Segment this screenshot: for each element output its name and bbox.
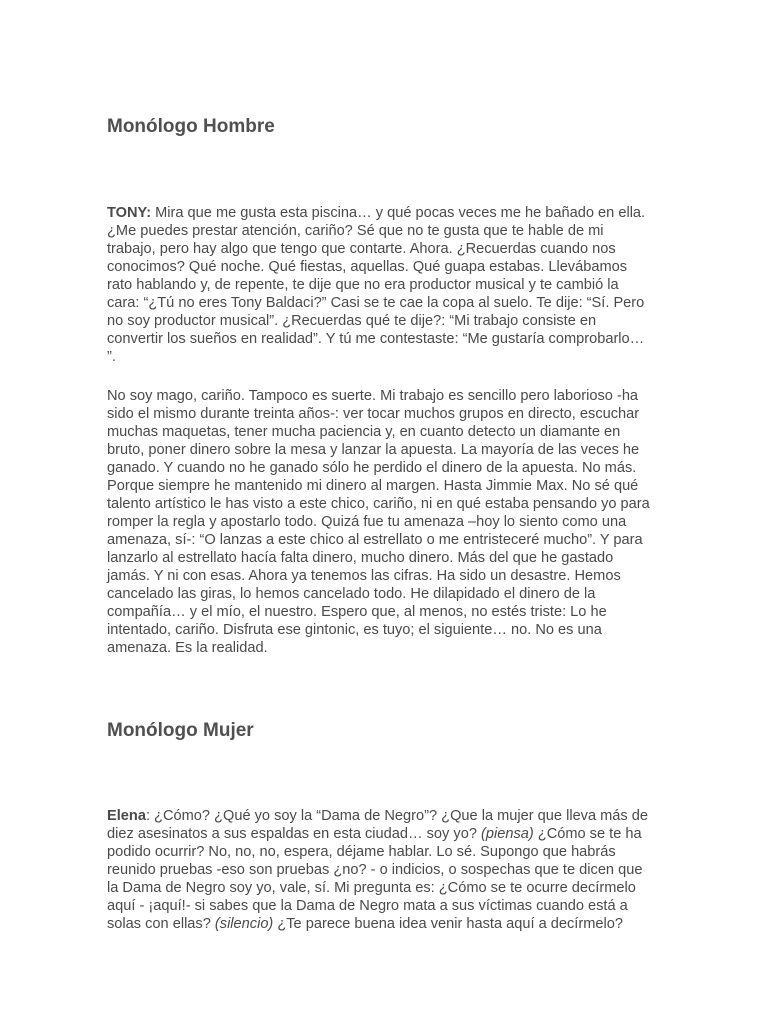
paragraph-text: Mira que me gusta esta piscina… y qué pocas veces me he bañado en ella. ¿Me puedes prestar atención, cariño? Sé que no te gusta que te hable de mi trabajo, pero hay algo que tengo que contarte. Ahora. ¿Recuerdas cuando nos conocimos? Qué noche. Qué fiestas, aquellas. Qué guapa estabas. Llevábamos rato hablando y, de repente, te dije que no era productor musical y te cambió la cara: “¿Tú no eres Tony Baldaci?” Casi se te cae la copa al suelo. Te dije: “Sí. Pero no soy productor musical”. ¿Recuerdas qué te dije?: “Mi trabajo consiste en convertir los sueños en realidad”. Y tú me contestaste: “Me gustaría comprobarlo… ”. [107,205,646,365]
paragraph-text: ¿Te parece buena idea venir hasta aquí a decírmelo? [273,916,623,932]
section-title-mujer: Monólogo Mujer [107,720,254,741]
stage-direction: (piensa) [481,826,534,842]
stage-direction: (silencio) [214,916,274,932]
speaker-name-tony: TONY: [107,205,152,221]
section-title-hombre: Monólogo Hombre [107,116,275,137]
paragraph-elena [107,807,652,933]
paragraph-tony-main: No soy mago, cariño. Tampoco es suerte. Mi trabajo es sencillo pero laborioso -ha sido el mismo durante treinta años-: ver tocar muchos grupos en directo, escuchar muchas maquetas, tener mucha paciencia y, en cuanto detecto un diamante en bruto, poner dinero sobre la mesa y lanzar la apuesta. La mayoría de las veces he ganado. Y cuando no he ganado sólo he perdido el dinero de la apuesta. No más. Porque siempre he mantenido mi dinero al margen. Hasta Jimmie Max. No sé qué talento artístico le has visto a este chico, cariño, ni en qué estaba pensando yo para romper la regla y apostarlo todo. Quizá fue tu amenaza –hoy lo siento como una amenaza, sí-: “O lanzas a este chico al estrellato o me entristeceré mucho”. Y para lanzarlo al estrellato hacía falta dinero, mucho dinero. Más del que he gastado jamás. Y ni con esas. Ahora ya tenemos las cifras. Ha sido un desastre. Hemos cancelado las giras, lo hemos cancelado todo. He dilapidado el dinero de la compañía… y el mío, el nuestro. Espero que, al menos, no estés triste: Lo he intentado, cariño. Disfruta ese gintonic, es tuyo; el siguiente… no. No es una amenaza. Es la realidad. [107,388,650,656]
paragraph-tony-intro [107,204,652,366]
paragraph-text: : ¿Cómo? ¿Qué yo soy la “Dama de Negro”? ¿Que la mujer que lleva más de diez asesinatos a sus espaldas en esta ciudad… soy yo? [107,808,649,842]
paragraph-text: ¿Cómo se te ha podido ocurrir? No, no, no, espera, déjame hablar. Lo sé. Supongo que habrás reunido pruebas -eso son pruebas ¿no? - o indicios, o sospechas que te dicen que la Dama de Negro soy yo, vale, sí. Mi pregunta es: ¿Cómo se te ocurre decírmelo aquí - ¡aquí!- si sabes que la Dama de Negro mata a sus víctimas cuando está a solas con ellas? [107,826,643,932]
speaker-name-elena: Elena [107,808,146,824]
